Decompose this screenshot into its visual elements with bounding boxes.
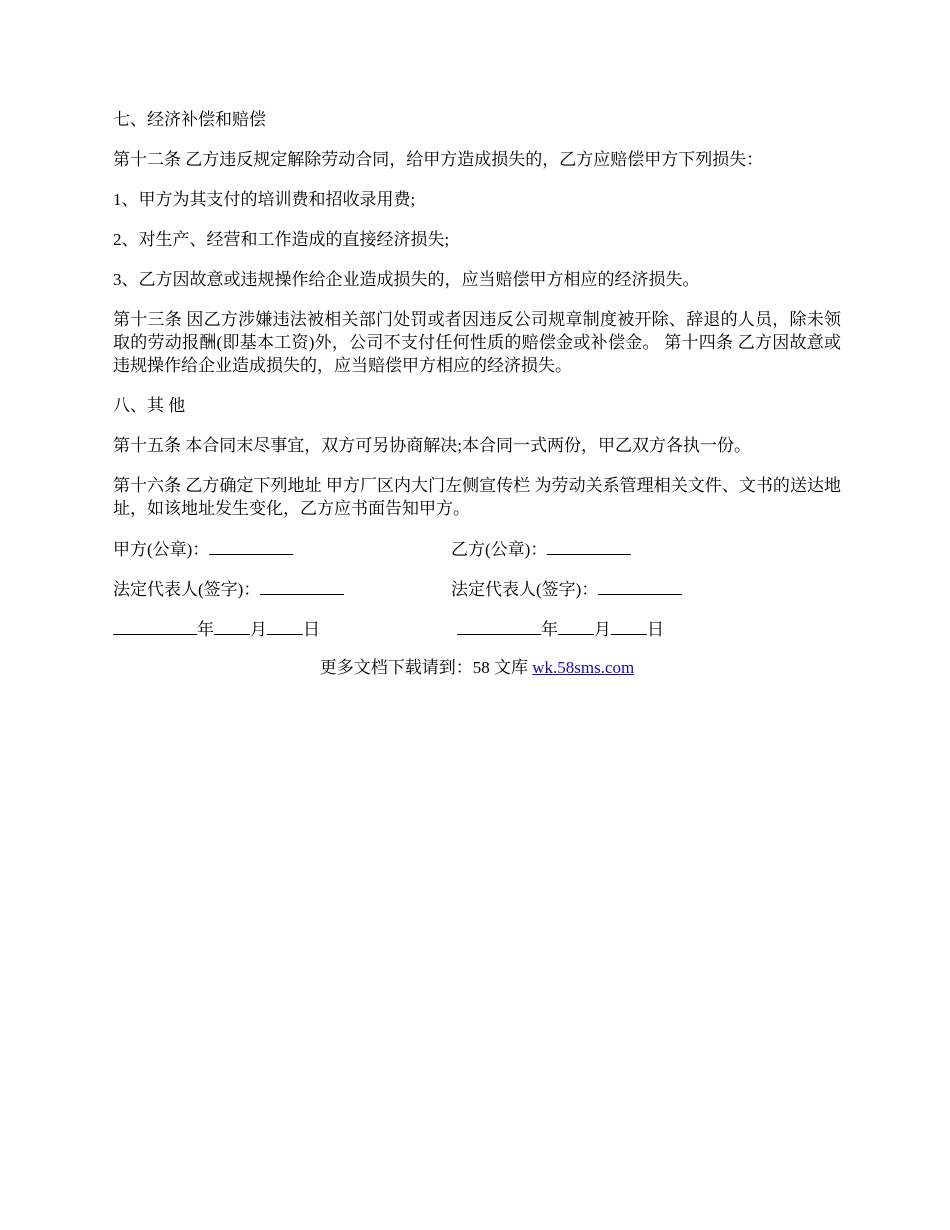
footer xyxy=(113,656,841,679)
day-blank xyxy=(267,617,303,635)
month-blank xyxy=(214,617,250,635)
day-label: 日 xyxy=(647,620,664,639)
party-a-seal-blank xyxy=(209,537,293,555)
day-label: 日 xyxy=(303,620,320,639)
party-a-seal xyxy=(113,537,451,560)
day-blank xyxy=(611,617,647,635)
party-a-date xyxy=(113,617,451,640)
party-b-rep-label: 法定代表人(签字)： xyxy=(451,580,599,599)
footer-link[interactable]: wk.58sms.com xyxy=(532,658,635,677)
party-b-seal-blank xyxy=(547,537,631,555)
footer-text: 更多文档下载请到：58 文库 xyxy=(319,658,533,677)
party-b-seal-label: 乙方(公章)： xyxy=(451,540,548,559)
article-16: 第十六条 乙方确定下列地址 甲方厂区内大门左侧宣传栏 为劳动关系管理相关文件、文书的送达地址，如该地址发生变化，乙方应书面告知甲方。 xyxy=(113,476,841,518)
party-a-seal-label: 甲方(公章)： xyxy=(113,540,210,559)
party-b-seal xyxy=(451,537,841,560)
party-a-rep xyxy=(113,577,451,600)
list-item-1: 1、甲方为其支付的培训费和招收录用费; xyxy=(113,190,416,209)
party-b-date xyxy=(451,617,841,640)
list-item-2: 2、对生产、经营和工作造成的直接经济损失; xyxy=(113,230,450,249)
article-13-14: 第十三条 因乙方涉嫌违法被相关部门处罚或者因违反公司规章制度被开除、辞退的人员，除未领取的劳动报酬(即基本工资)外，公司不支付任何性质的赔偿金或补偿金。 第十四条 乙方因故意或违规操作给企业造成损失的，应当赔偿甲方相应的经济损失。 xyxy=(113,310,841,375)
year-label: 年 xyxy=(541,620,558,639)
representative-row xyxy=(113,577,841,600)
party-a-rep-blank xyxy=(260,577,344,595)
month-label: 月 xyxy=(250,620,267,639)
document-page xyxy=(113,108,841,679)
date-row xyxy=(113,617,841,640)
section-heading-7: 七、经济补偿和赔偿 xyxy=(113,110,266,129)
article-12: 第十二条 乙方违反规定解除劳动合同，给甲方造成损失的，乙方应赔偿甲方下列损失： xyxy=(113,150,764,169)
party-b-rep-blank xyxy=(598,577,682,595)
month-label: 月 xyxy=(594,620,611,639)
year-blank xyxy=(113,617,197,635)
year-label: 年 xyxy=(197,620,214,639)
list-item-3: 3、乙方因故意或违规操作给企业造成损失的，应当赔偿甲方相应的经济损失。 xyxy=(113,270,700,289)
article-15: 第十五条 本合同末尽事宜，双方可另协商解决;本合同一式两份，甲乙双方各执一份。 xyxy=(113,436,751,455)
party-a-rep-label: 法定代表人(签字)： xyxy=(113,580,261,599)
year-blank xyxy=(457,617,541,635)
party-b-rep xyxy=(451,577,841,600)
month-blank xyxy=(558,617,594,635)
seal-row xyxy=(113,537,841,560)
section-heading-8: 八、其 他 xyxy=(113,396,186,415)
